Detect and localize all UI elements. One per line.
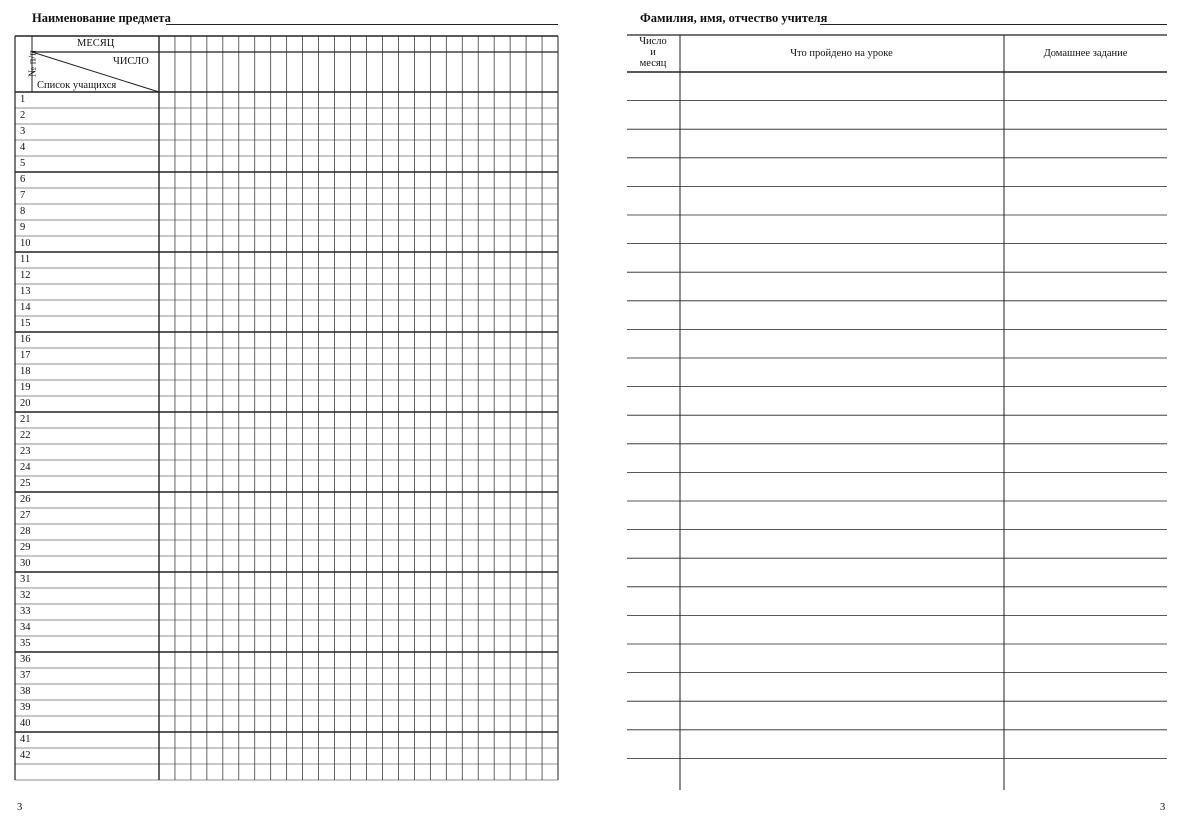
row-number: 18 <box>20 366 31 377</box>
row-number: 15 <box>20 318 31 329</box>
row-number: 21 <box>20 414 31 425</box>
date-header <box>628 36 678 69</box>
subject-label: Наименование предмета <box>32 11 171 25</box>
row-number: 10 <box>20 238 31 249</box>
row-number: 23 <box>20 446 31 457</box>
row-number: 31 <box>20 574 31 585</box>
row-number: 7 <box>20 190 26 201</box>
homework-header: Домашнее задание <box>1043 48 1128 59</box>
row-number: 13 <box>20 286 31 297</box>
row-number: 1 <box>20 94 26 105</box>
row-number: 20 <box>20 398 31 409</box>
date-header-line2: и <box>650 47 656 58</box>
row-number: 4 <box>20 142 26 153</box>
row-number: 8 <box>20 206 26 217</box>
number-header: № п/п <box>27 50 39 77</box>
row-number: 26 <box>20 494 31 505</box>
teacher-label: Фамилия, имя, отчество учителя <box>640 11 828 25</box>
students-label: Список учащихся <box>37 80 117 91</box>
row-number: 29 <box>20 542 31 553</box>
row-number: 28 <box>20 526 31 537</box>
row-number: 25 <box>20 478 31 489</box>
date-header-line3: месяц <box>639 58 667 69</box>
day-label: ЧИСЛО <box>113 56 149 67</box>
row-number: 27 <box>20 510 31 521</box>
row-number: 36 <box>20 654 31 665</box>
row-number: 6 <box>20 174 26 185</box>
row-number: 33 <box>20 606 31 617</box>
row-number: 34 <box>20 622 31 633</box>
row-number: 12 <box>20 270 31 281</box>
row-number: 40 <box>20 718 31 729</box>
lesson-header: Что пройдено на уроке <box>790 48 893 59</box>
row-number: 11 <box>20 254 31 265</box>
row-number: 14 <box>20 302 31 313</box>
row-number: 9 <box>20 222 26 233</box>
row-number: 24 <box>20 462 31 473</box>
month-label: МЕСЯЦ <box>77 38 115 49</box>
row-number: 42 <box>20 750 31 761</box>
row-number: 41 <box>20 734 31 745</box>
row-number: 38 <box>20 686 31 697</box>
row-number: 5 <box>20 158 26 169</box>
row-number: 35 <box>20 638 31 649</box>
row-number: 37 <box>20 670 31 681</box>
row-number: 39 <box>20 702 31 713</box>
row-number: 32 <box>20 590 31 601</box>
row-number: 16 <box>20 334 31 345</box>
row-number: 22 <box>20 430 31 441</box>
left-page-number: 3 <box>17 802 23 813</box>
right-page-number: 3 <box>1160 802 1166 813</box>
row-number: 3 <box>20 126 26 137</box>
row-number: 17 <box>20 350 31 361</box>
row-number: 30 <box>20 558 31 569</box>
row-number: 2 <box>20 110 26 121</box>
date-header-line1: Число <box>639 36 667 47</box>
row-number: 19 <box>20 382 31 393</box>
